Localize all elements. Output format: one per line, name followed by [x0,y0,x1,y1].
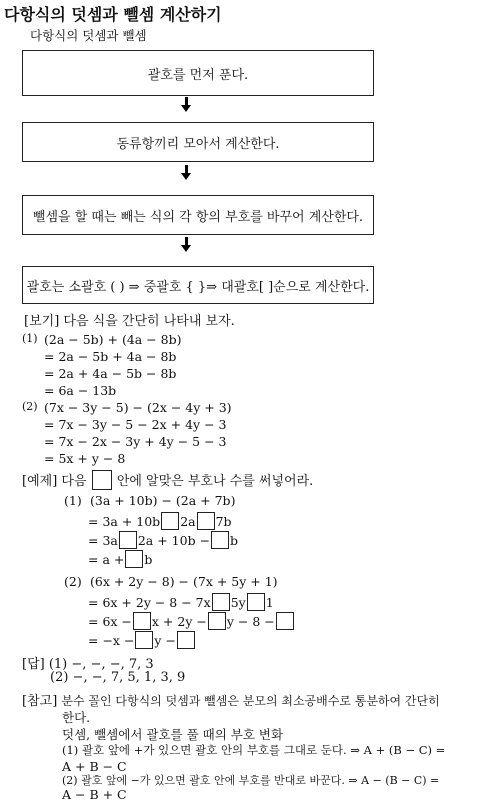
answer-label: [답] [22,657,45,672]
math-line: = 7x − 3y − 5 − 2x + 4y − 3 [44,417,227,432]
answer-blank[interactable] [208,612,226,630]
answer-blank[interactable] [276,612,294,630]
answer-blank[interactable] [161,512,179,530]
example-text: 다음 식을 간단히 나타내 보자. [63,314,235,329]
math-line: = 2a + 4a − 5b − 8b [44,366,177,381]
math-line: (6x + 2y − 8) − (7x + 5y + 1) [90,574,278,589]
note-line: A + B − C [62,759,127,774]
problem-number: (1) [22,332,38,345]
math-line: = 2a − 5b + 4a − 8b [44,349,177,364]
note-line: (2) 괄호 앞에 −가 있으면 괄호 안에 부호를 반대로 바꾼다. ⇒ A − (B − C) = [62,774,440,787]
flow-step-4: 괄호는 소괄호 ( ) ⇒ 중괄호 { }⇒ 대괄호[ ]순으로 계산한다. [22,266,374,304]
math-line: = 3a + 10b 2a 7b [88,514,232,529]
note-line-1 [22,690,440,709]
problem-number: (2) [64,574,82,589]
flow-step-1: 괄호를 먼저 푼다. [22,50,374,96]
example-label: [보기] [24,314,60,329]
answer-blank[interactable] [135,631,153,649]
section-subtitle: 다항식의 덧셈과 뺄셈 [30,28,147,43]
note-line: 한다. [62,710,91,725]
note-label: [참고] [22,694,58,709]
example-header [24,310,235,329]
problem-number: (1) [64,493,82,508]
math-line: = 7x − 2x − 3y + 4y − 5 − 3 [44,434,227,449]
exercise-text-after: 안에 알맞은 부호나 수를 써넣어라. [116,474,314,489]
answer-blank[interactable] [133,612,151,630]
math-line: = 6a − 13b [44,383,117,398]
note-line: A − B + C [62,787,127,802]
answer-blank[interactable] [119,531,137,549]
math-line: = 6x − x + 2y − y − 8 − [88,612,295,630]
page-title: 다항식의 덧셈과 뺄셈 계산하기 [4,5,222,24]
answer-blank[interactable] [197,512,215,530]
note-text: 분수 꼴인 다항식의 덧셈과 뺄셈은 분모의 최소공배수로 통분하여 간단히 [61,694,440,708]
math-line: = 3a 2a + 10b − b [88,533,239,548]
blank-box [92,470,112,490]
exercise-label: [예제] [22,474,58,489]
math-line: = −x − y − [88,631,196,649]
answer-blank[interactable] [177,631,195,649]
flow-step-2: 동류항끼리 모아서 계산한다. [22,122,374,162]
math-line: (3a + 10b) − (2a + 7b) [90,493,236,508]
note-line: (1) 괄호 앞에 +가 있으면 괄호 안의 부호를 그대로 둔다. ⇒ A + (B − C) = [62,743,446,757]
problem-number: (2) [22,400,38,413]
answer-line-2: (2) −, −, 7, 5, 1, 3, 9 [50,670,186,685]
answer-blank[interactable] [212,593,230,611]
math-line: (7x − 3y − 5) − (2x − 4y + 3) [44,400,232,415]
math-line: = a + b [88,552,153,567]
answer-blank[interactable] [125,550,143,568]
exercise-header [22,470,313,490]
answer-text: (1) −, −, −, 7, 3 [48,657,154,672]
math-line: (2a − 5b) + (4a − 8b) [44,332,182,347]
flow-step-3: 뺄셈을 할 때는 빼는 식의 각 항의 부호를 바꾸어 계산한다. [22,195,374,235]
answer-blank[interactable] [211,531,229,549]
math-line: = 6x + 2y − 8 − 7x 5y 1 [88,595,274,610]
exercise-text-before: 다음 [61,474,87,489]
math-line: = 5x + y − 8 [44,451,126,466]
answer-blank[interactable] [247,593,265,611]
note-line: 덧셈, 뺄셈에서 괄호를 풀 때의 부호 변화 [62,727,284,742]
